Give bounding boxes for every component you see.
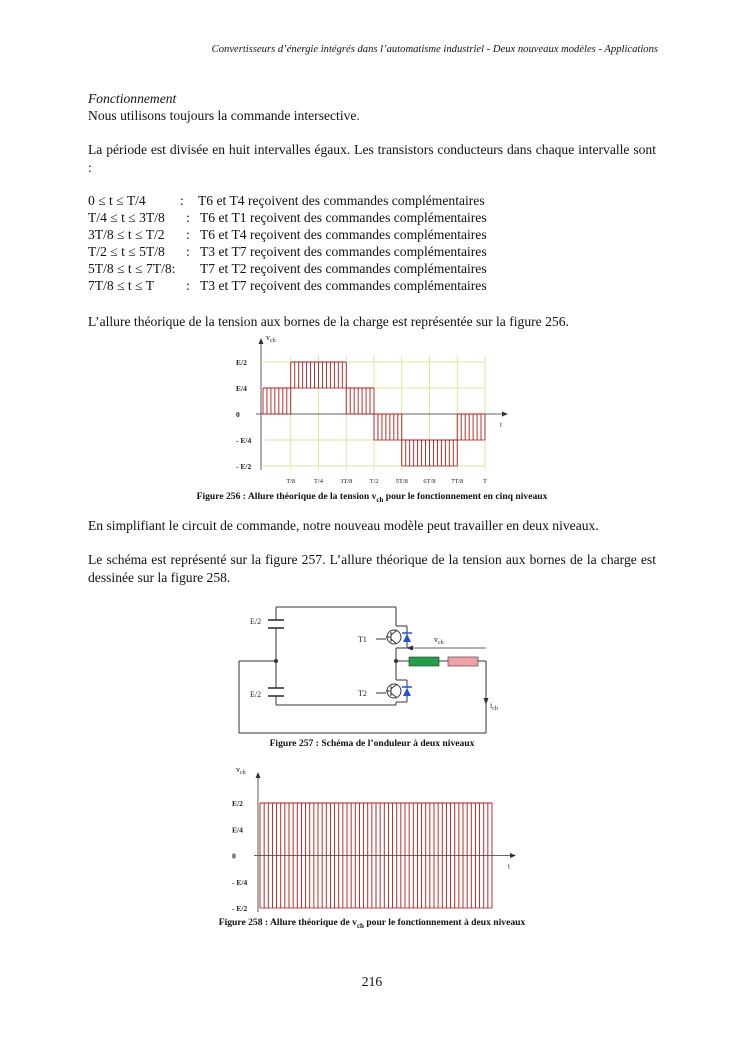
label-i-sub: ch [492,706,498,712]
caption-subscript: ch [376,495,384,504]
x-axis-label: t [508,862,510,871]
y-tick-label: E/2 [236,358,247,367]
x-tick-label: 6T/8 [423,478,436,485]
section-title: Fonctionnement [88,91,177,106]
figure-256-caption [90,491,654,504]
diode-d1-icon [402,633,412,642]
transistor-t2-icon [386,684,401,698]
y-axis-label [236,765,246,776]
condition-range: T/2 ≤ t ≤ 5T/8 [88,244,165,259]
condition-colon: : [186,227,190,242]
page-number: 216 [361,974,383,989]
condition-colon: : [186,244,190,259]
junction-dot [274,659,278,663]
y-axis-arrowhead [256,772,261,778]
caption-text: pour le fonctionnement à deux niveaux [363,917,526,928]
condition-range: 5T/8 ≤ t ≤ 7T/8: [88,261,176,276]
label-e2-bottom: E/2 [250,690,262,699]
paragraph-figure-256-intro: L’allure théorique de la tension aux bornes de la charge est représentée sur la figure 256. [88,314,569,329]
figure-257-caption: Figure 257 : Schéma de l’onduleur à deux niveaux [269,738,475,749]
paragraph-period: La période est divisée en huit intervalles égaux. Les transistors conducteurs dans chaque intervalle sont : [88,142,656,175]
condition-colon: : [186,210,190,225]
y-tick-label: 0 [236,410,240,419]
condition-range: 0 ≤ t ≤ T/4 [88,193,146,208]
y-tick-label: - E/4 [232,877,248,887]
y-tick-label: - E/2 [232,904,248,913]
diode-d2-icon [402,687,412,696]
x-axis-label: t [500,421,502,429]
x-tick-label: 3T/8 [340,478,353,485]
label-t1: T1 [358,635,367,644]
label-ich [490,701,498,712]
x-tick-label: 7T/8 [451,478,464,485]
ich-arrow-icon [484,698,489,705]
running-header: Convertisseurs d’énergie intégrés dans l’automatisme industriel - Deux nouveaux modèles - Applications [211,44,658,55]
figure-258-chart [228,760,523,914]
paragraph-figure-257-258-intro: Le schéma est représenté sur la figure 257. L’allure théorique de la tension aux bornes de la charge est dessinée sur la figure 258. [88,552,656,585]
x-tick-label: T/4 [313,478,324,485]
y-tick-label: E/4 [232,825,243,835]
y-axis-label [266,333,276,344]
label-e2-top: E/2 [250,617,262,626]
capacitor-bottom [268,688,284,696]
condition-colon: : [186,278,190,293]
condition-description: T3 et T7 reçoivent des commandes complémentaires [200,244,487,259]
junction-dot [394,659,398,663]
inductor-load [409,657,439,666]
caption-text: pour le fonctionnement en cinq niveaux [383,491,548,502]
figure-256-chart [228,330,518,488]
condition-range: 7T/8 ≤ t ≤ T [88,278,155,293]
x-tick-label: T/2 [369,478,379,485]
label-v: v [434,635,438,644]
y-axis-label-main: v [236,765,240,774]
y-tick-label: E/2 [232,799,243,808]
condition-range: 3T/8 ≤ t ≤ T/2 [88,227,165,242]
y-tick-label: E/4 [236,384,247,393]
y-tick-label: 0 [232,851,236,861]
paragraph-command: Nous utilisons toujours la commande intersective. [88,108,360,123]
transistor-t1-icon [386,630,401,644]
label-i: i [490,701,493,710]
vch-arrow-icon [406,646,486,651]
caption-subscript: ch [356,921,364,930]
figure-258-caption [90,917,654,930]
condition-description: T7 et T2 reçoivent des commandes complémentaires [200,261,487,276]
caption-text: Figure 258 : Allure théorique de v [218,917,357,928]
x-tick-label: T [483,478,487,485]
condition-range: T/4 ≤ t ≤ 3T/8 [88,210,165,225]
y-tick-label: - E/4 [236,436,252,445]
x-tick-label: T/8 [286,478,296,485]
label-t2: T2 [358,689,367,698]
condition-description: T6 et T4 reçoivent des commandes complémentaires [200,227,487,242]
y-tick-label: - E/2 [236,462,252,471]
y-axis-label-main: v [266,333,270,342]
label-v-sub: ch [438,640,444,646]
label-vch [434,635,444,646]
x-axis-arrowhead [502,412,508,417]
x-axis-arrowhead [510,853,516,858]
y-axis-arrowhead [259,338,264,344]
y-axis-label-sub: ch [240,770,246,776]
caption-text: Figure 256 : Allure théorique de la tension v [196,491,377,502]
capacitor-top [268,620,284,628]
y-axis-label-sub: ch [270,338,276,344]
figure-257-schematic [236,602,504,736]
condition-description: T3 et T7 reçoivent des commandes complémentaires [200,278,487,293]
condition-description: T6 et T4 reçoivent des commandes complémentaires [198,193,485,208]
x-tick-label: 5T/8 [395,478,408,485]
resistor-load [448,657,478,666]
paragraph-two-levels: En simplifiant le circuit de commande, notre nouveau modèle peut travailler en deux niveaux. [88,518,599,533]
circuit-wires [239,607,486,733]
condition-colon: : [180,193,184,208]
condition-description: T6 et T1 reçoivent des commandes complémentaires [200,210,487,225]
